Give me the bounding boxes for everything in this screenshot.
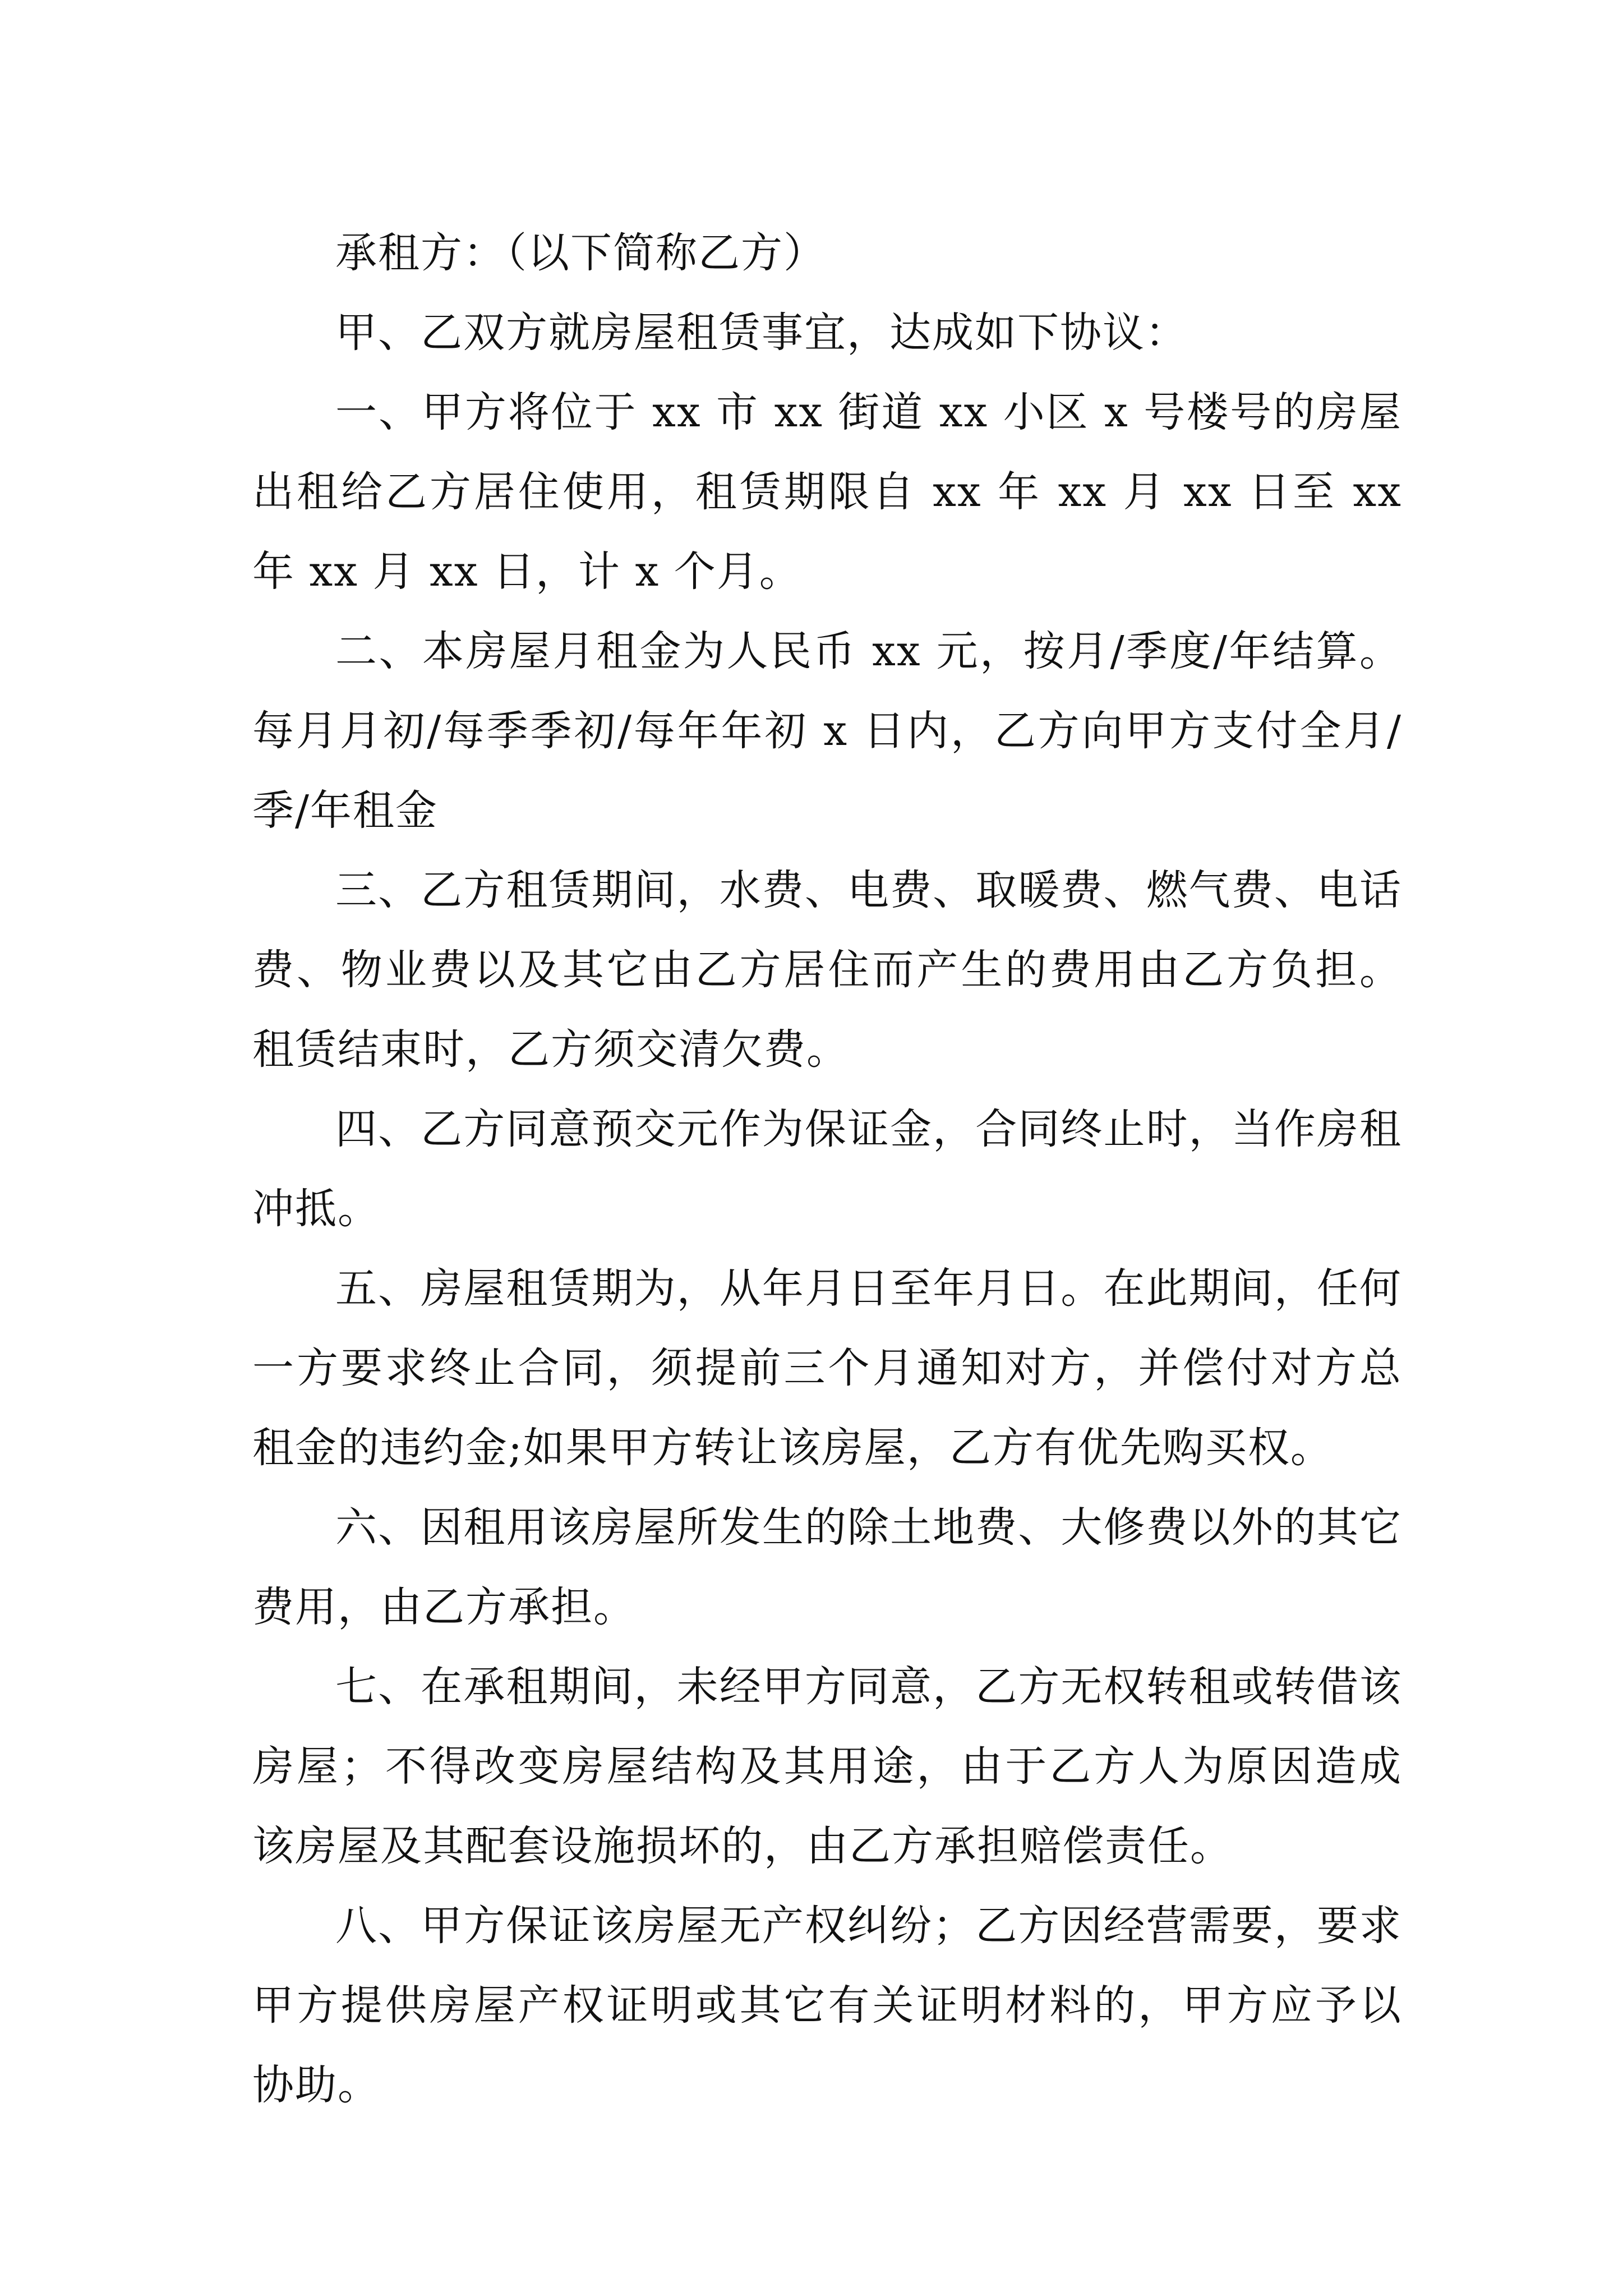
paragraph-clause-8: 八、甲方保证该房屋无产权纠纷；乙方因经营需要，要求甲方提供房屋产权证明或其它有关证明材料的，甲方应予以协助。 [252,1902,1402,2109]
paragraph-clause-7: 七、在承租期间，未经甲方同意，乙方无权转租或转借该房屋；不得改变房屋结构及其用途，由于乙方人为原因造成该房屋及其配套设施损坏的，由乙方承担赔偿责任。 [252,1663,1402,1870]
paragraph-tenant: 承租方：（以下简称乙方） [335,229,826,277]
paragraph-clause-4: 四、乙方同意预交元作为保证金，合同终止时，当作房租冲抵。 [252,1105,1402,1233]
paragraph-clause-1: 一、甲方将位于 xx 市 xx 街道 xx 小区 x 号楼号的房屋出租给乙方居住使用，租赁期限自 xx 年 xx 月 xx 日至 xx 年 xx 月 xx 日，计 x 个月。 [252,388,1402,596]
document-body [252,213,1402,2125]
paragraph-clause-3: 三、乙方租赁期间，水费、电费、取暖费、燃气费、电话费、物业费以及其它由乙方居住而产生的费用由乙方负担。租赁结束时，乙方须交清欠费。 [252,866,1402,1074]
paragraph-agreement-intro: 甲、乙双方就房屋租赁事宜，达成如下协议： [335,309,1188,357]
paragraph-clause-6: 六、因租用该房屋所发生的除土地费、大修费以外的其它费用，由乙方承担。 [252,1503,1402,1631]
paragraph-clause-5: 五、房屋租赁期为，从年月日至年月日。在此期间，任何一方要求终止合同，须提前三个月通知对方，并偿付对方总租金的违约金;如果甲方转让该房屋，乙方有优先购买权。 [252,1264,1402,1472]
paragraph-clause-2: 二、本房屋月租金为人民币 xx 元，按月/季度/年结算。每月月初/每季季初/每年年初 x 日内，乙方向甲方支付全月/季/年租金 [252,627,1402,835]
